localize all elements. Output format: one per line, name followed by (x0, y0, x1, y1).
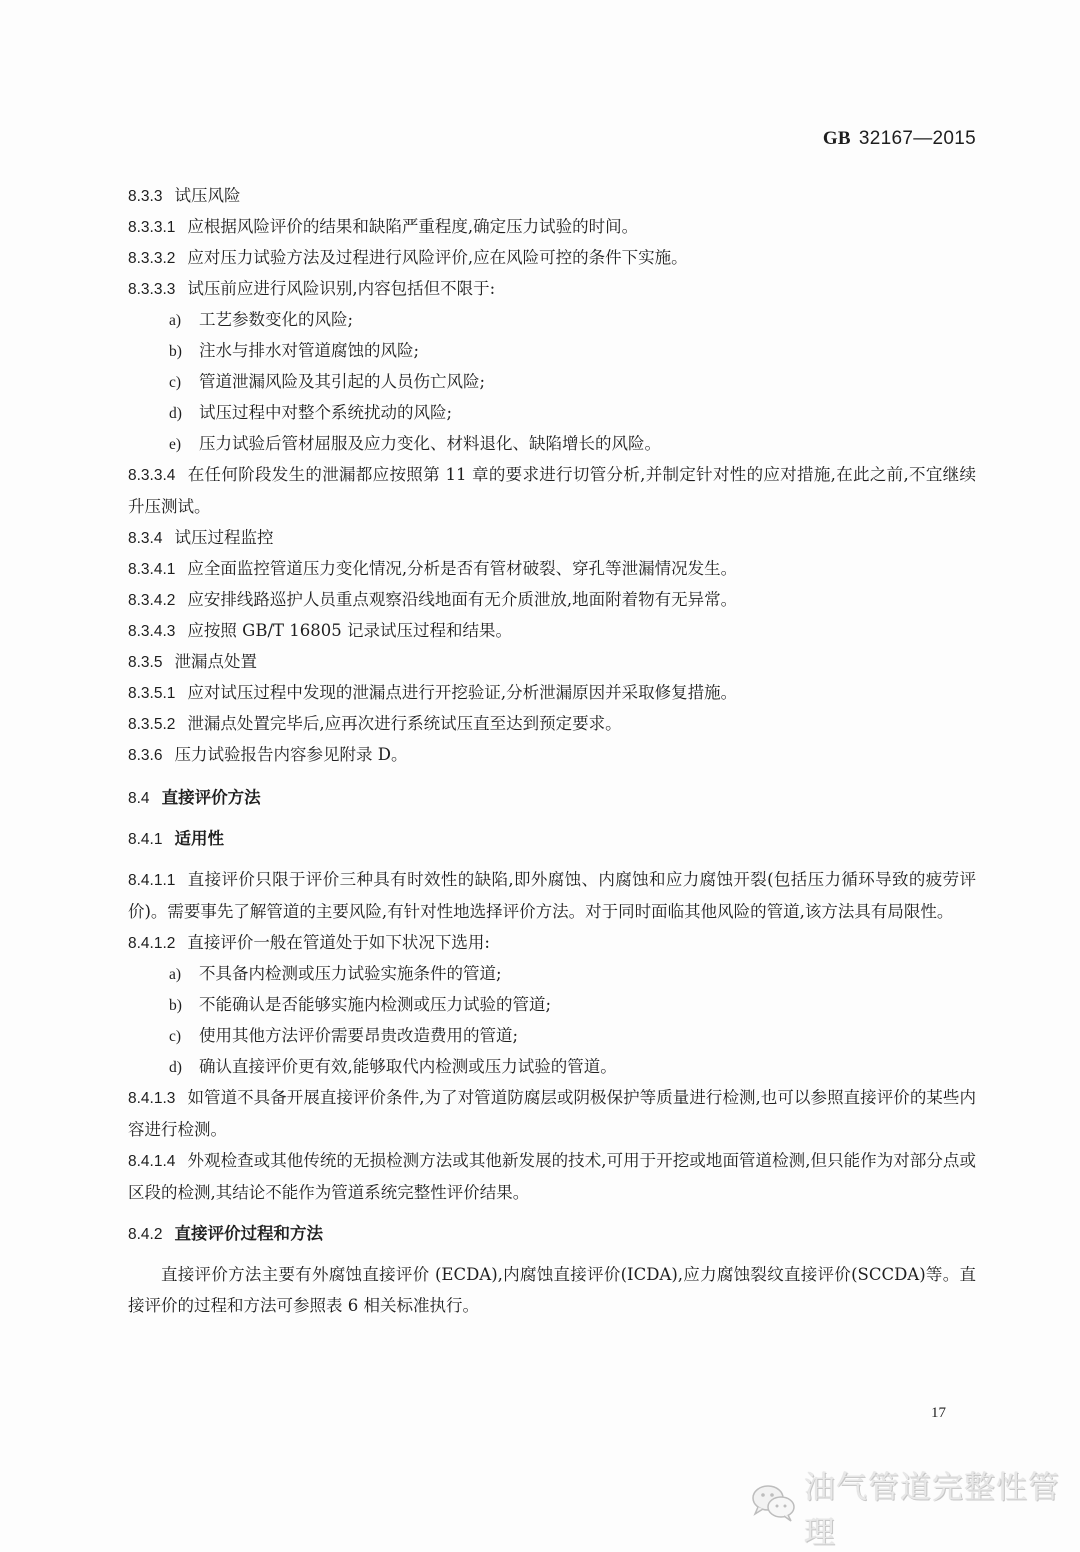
list-label: c) (169, 374, 182, 391)
list-label: e) (169, 436, 182, 453)
section-title: 直接评价方法 (161, 788, 261, 807)
list-item (128, 366, 976, 397)
clause-number: 8.3.3 (128, 188, 163, 205)
clause-text: 如管道不具备开展直接评价条件,为了对管道防腐层或阴极保护等质量进行检测,也可以参照直接评价的某些内容进行检测。 (128, 1088, 976, 1139)
clause-number: 8.3.4.1 (128, 561, 176, 578)
list-item (128, 989, 976, 1020)
clause-number: 8.3.3.2 (128, 250, 176, 267)
clause-number: 8.3.6 (128, 747, 163, 764)
clause (128, 211, 976, 242)
clause-number: 8.3.5 (128, 654, 163, 671)
section-heading (128, 782, 976, 813)
clause-number: 8.3.4.3 (128, 623, 176, 640)
list-text: 确认直接评价更有效,能够取代内检测或压力试验的管道。 (199, 1057, 617, 1076)
clause-number: 8.3.4 (128, 530, 163, 547)
clause-number: 8.4.2 (128, 1226, 163, 1243)
subsection-heading (128, 823, 976, 854)
clause-title: 泄漏点处置 (174, 652, 257, 671)
clause (128, 273, 976, 304)
subsection-heading (128, 646, 976, 677)
list-text: 不能确认是否能够实施内检测或压力试验的管道; (199, 995, 552, 1014)
list-text: 工艺参数变化的风险; (199, 310, 354, 329)
clause (128, 708, 976, 739)
clause (128, 459, 976, 522)
list-item (128, 1020, 976, 1051)
clause-number: 8.4 (128, 790, 150, 807)
clause (128, 677, 976, 708)
clause (128, 553, 976, 584)
subsection-heading (128, 180, 976, 211)
clause-number: 8.3.3.1 (128, 219, 176, 236)
list-text: 管道泄漏风险及其引起的人员伤亡风险; (199, 372, 486, 391)
list-text: 压力试验后管材屈服及应力变化、材料退化、缺陷增长的风险。 (199, 434, 661, 453)
clause (128, 739, 976, 770)
standard-number: 32167—2015 (858, 128, 976, 149)
list-item (128, 397, 976, 428)
clause-text: 应安排线路巡护人员重点观察沿线地面有无介质泄放,地面附着物有无异常。 (187, 590, 738, 609)
list-label: a) (169, 966, 182, 983)
document-body (128, 180, 976, 1321)
clause (128, 584, 976, 615)
clause-number: 8.4.1.1 (128, 872, 176, 889)
watermark (750, 1462, 1080, 1552)
clause-number: 8.4.1.2 (128, 935, 176, 952)
list-text: 注水与排水对管道腐蚀的风险; (199, 341, 420, 360)
clause-number: 8.4.1 (128, 831, 163, 848)
clause-number: 8.3.3.3 (128, 281, 176, 298)
clause-text: 应根据风险评价的结果和缺陷严重程度,确定压力试验的时间。 (187, 217, 639, 236)
clause (128, 1145, 976, 1208)
clause-text: 直接评价只限于评价三种具有时效性的缺陷,即外腐蚀、内腐蚀和应力腐蚀开裂(包括压力循环导致的疲劳评价)。需要事先了解管道的主要风险,有针对性地选择评价方法。对于同时面临其他风险的管道,该方法具有局限性。 (128, 870, 976, 921)
list-item (128, 1051, 976, 1082)
watermark-text: 油气管道完整性管理 (804, 1470, 1060, 1551)
clause-text: 压力试验报告内容参见附录 D。 (174, 745, 408, 764)
clause-number: 8.4.1.4 (128, 1153, 176, 1170)
list-item (128, 428, 976, 459)
clause-number: 8.3.3.4 (128, 467, 176, 484)
list-item (128, 304, 976, 335)
clause-number: 8.3.5.2 (128, 716, 176, 733)
clause-text: 泄漏点处置完毕后,应再次进行系统试压直至达到预定要求。 (187, 714, 622, 733)
clause-text: 应对试压过程中发现的泄漏点进行开挖验证,分析泄漏原因并采取修复措施。 (187, 683, 738, 702)
list-label: a) (169, 312, 182, 329)
wechat-icon (750, 1483, 798, 1531)
clause-title: 直接评价过程和方法 (174, 1224, 323, 1243)
clause (128, 864, 976, 927)
clause-title: 试压风险 (174, 186, 241, 205)
subsection-heading (128, 522, 976, 553)
clause (128, 242, 976, 273)
list-text: 使用其他方法评价需要昂贵改造费用的管道; (199, 1026, 519, 1045)
clause-text: 应全面监控管道压力变化情况,分析是否有管材破裂、穿孔等泄漏情况发生。 (187, 559, 738, 578)
clause-number: 8.4.1.3 (128, 1090, 176, 1107)
clause (128, 1082, 976, 1145)
standard-prefix: GB (822, 128, 851, 149)
subsection-heading (128, 1218, 976, 1249)
clause (128, 927, 976, 958)
clause-text: 直接评价一般在管道处于如下状况下选用: (187, 933, 490, 952)
clause-number: 8.3.4.2 (128, 592, 176, 609)
clause-text: 在任何阶段发生的泄漏都应按照第 11 章的要求进行切管分析,并制定针对性的应对措施,在此之前,不宜继续升压测试。 (128, 465, 976, 516)
clause-number: 8.3.5.1 (128, 685, 176, 702)
list-label: c) (169, 1028, 182, 1045)
clause-title: 适用性 (174, 829, 224, 848)
clause-text: 应按照 GB/T 16805 记录试压过程和结果。 (187, 621, 513, 640)
standard-code (823, 128, 976, 150)
clause-text: 外观检查或其他传统的无损检测方法或其他新发展的技术,可用于开挖或地面管道检测,但只能作为对部分点或区段的检测,其结论不能作为管道系统完整性评价结果。 (128, 1151, 976, 1202)
page-number: 17 (931, 1405, 946, 1421)
list-label: b) (169, 997, 182, 1014)
list-item (128, 958, 976, 989)
clause-text: 应对压力试验方法及过程进行风险评价,应在风险可控的条件下实施。 (187, 248, 688, 267)
list-item (128, 335, 976, 366)
list-label: d) (169, 405, 182, 422)
list-text: 试压过程中对整个系统扰动的风险; (199, 403, 453, 422)
clause-title: 试压过程监控 (174, 528, 274, 547)
list-label: b) (169, 343, 182, 360)
clause-text: 试压前应进行风险识别,内容包括但不限于: (187, 279, 496, 298)
list-label: d) (169, 1059, 182, 1076)
clause (128, 615, 976, 646)
body-paragraph: 直接评价方法主要有外腐蚀直接评价 (ECDA),内腐蚀直接评价(ICDA),应力腐蚀裂纹直接评价(SCCDA)等。直接评价的过程和方法可参照表 6 相关标准执行。 (128, 1265, 976, 1315)
list-text: 不具备内检测或压力试验实施条件的管道; (199, 964, 502, 983)
